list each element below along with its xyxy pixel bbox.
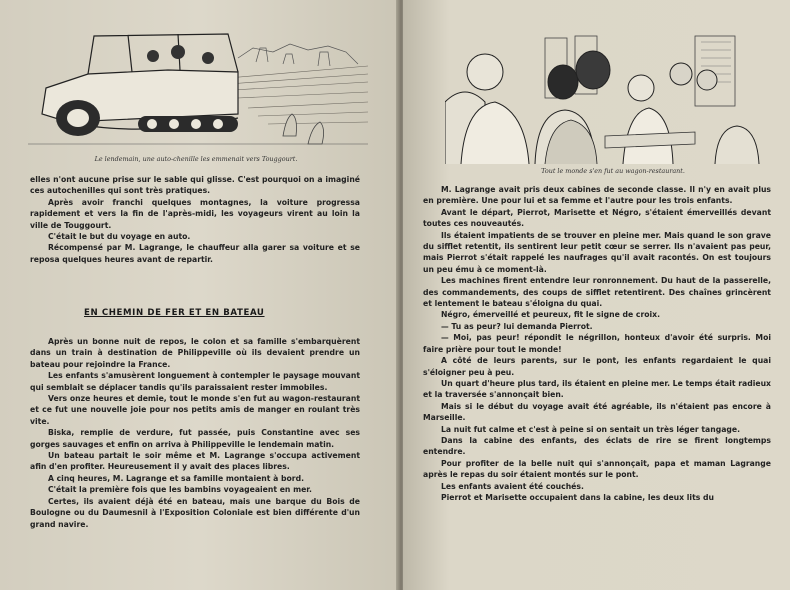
paragraph: Après un bonne nuit de repos, le colon et sa famille s'embarquèrent dans un train à destination de Philippeville où ils devaient prendre un bateau pour rejoindre la France. xyxy=(30,337,360,369)
illustration-caption: Le lendemain, une auto-chenille les emmenait vers Touggourt. xyxy=(94,155,298,163)
text-block-bottom xyxy=(30,336,360,530)
text-block-right xyxy=(423,184,771,503)
paragraph: Dans la cabine des enfants, des éclats de rire se firent longtemps entendre. xyxy=(423,435,771,457)
paragraph: Les machines firent entendre leur ronronnement. Du haut de la passerelle, des commandements, des coups de sifflet retentirent. Des chaînes grincèrent et lentement le bateau s'éloigna du quai. xyxy=(423,276,771,309)
paragraph: Avant le départ, Pierrot, Marisette et Négro, s'étaient émerveillés devant toutes ces nouveautés. xyxy=(423,207,771,229)
paragraph: Biska, remplie de verdure, fut passée, puis Constantine avec ses gorges sauvages et enfin on arriva à Philippeville le lendemain matin. xyxy=(30,428,360,449)
paragraph: Ils étaient impatients de se trouver en pleine mer. Mais quand le son grave du sifflet retentit, ils sentirent leur petit cœur se serrer. Ils n'avaient pas peur, mais Pierrot s'était rappelé les naufrages qu'il avait racontés. On est toujours un peu ému à ce moment-là. xyxy=(423,230,771,274)
wagon-restaurant-illustration xyxy=(445,32,771,164)
paragraph: Vers onze heures et demie, tout le monde s'en fut au wagon-restaurant et ce fut une nouvelle joie pour nos petits amis de manger en roulant très vite. xyxy=(30,394,360,426)
paragraph: A côté de leurs parents, sur le pont, les enfants regardaient le quai s'éloigner peu à peu. xyxy=(423,356,771,377)
paragraph: Les enfants s'amusèrent longuement à contempler le paysage mouvant qui semblait se déplacer tandis qu'ils paraissaient rester immobiles. xyxy=(30,371,360,392)
paragraph: Certes, ils avaient déjà été en bateau, mais une barque du Bois de Boulogne ou du Daumesnil à l'Exposition Coloniale est bien différente d'un grand navire. xyxy=(30,496,360,529)
paragraph: Les enfants avaient été couchés. xyxy=(441,481,584,491)
paragraph: Un quart d'heure plus tard, ils étaient en pleine mer. Le temps était radieux et la traversée s'annonçait bien. xyxy=(423,378,771,400)
section-heading: EN CHEMIN DE FER ET EN BATEAU xyxy=(84,308,265,318)
paragraph: Après avoir franchi quelques montagnes, la voiture progressa rapidement et vers la fin de l'après-midi, les voyageurs virent au loin la ville de Touggourt. xyxy=(30,197,360,230)
paragraph: — Moi, pas peur! répondit le négrillon, honteux d'avoir été surpris. Moi faire prière pour tout le monde! xyxy=(423,333,771,354)
paragraph: — Tu as peur? lui demanda Pierrot. xyxy=(441,321,593,331)
paragraph: Pierrot et Marisette occupaient dans la cabine, les deux lits du xyxy=(441,492,714,502)
paragraph: Négro, émerveillé et peureux, fit le signe de croix. xyxy=(441,310,661,320)
paragraph: Récompensé par M. Lagrange, le chauffeur alla garer sa voiture et se reposa quelques heures avant de repartir. xyxy=(30,243,360,264)
paragraph: elles n'ont aucune prise sur le sable qui glisse. C'est pourquoi on a imaginé ces autochenilles qui sont très pratiques. xyxy=(30,175,360,196)
paragraph: A cinq heures, M. Lagrange et sa famille montaient à bord. xyxy=(48,473,304,483)
paragraph: C'était le but du voyage en auto. xyxy=(48,232,191,242)
text-block-top xyxy=(30,174,360,265)
paragraph: M. Lagrange avait pris deux cabines de seconde classe. Il n'y en avait plus en première. Une pour lui et sa femme et l'autre pour les trois enfants. xyxy=(423,185,771,206)
illustration-caption: Tout le monde s'en fut au wagon-restaurant. xyxy=(541,167,685,175)
paragraph: C'était la première fois que les bambins voyageaient en mer. xyxy=(48,485,312,495)
auto-chenille-illustration xyxy=(28,18,368,150)
paragraph: La nuit fut calme et c'est à peine si on sentait un très léger tangage. xyxy=(441,424,741,434)
paragraph: Pour profiter de la belle nuit qui s'annonçait, papa et maman Lagrange après le repas du soir étaient montés sur le pont. xyxy=(423,458,771,480)
paragraph: Un bateau partait le soir même et M. Lagrange s'occupa activement afin d'en profiter. Heureusement il y avait des places libres. xyxy=(30,451,360,472)
paragraph: Mais si le début du voyage avait été agréable, ils n'étaient pas encore à Marseille. xyxy=(423,401,771,423)
right-page xyxy=(403,0,790,590)
